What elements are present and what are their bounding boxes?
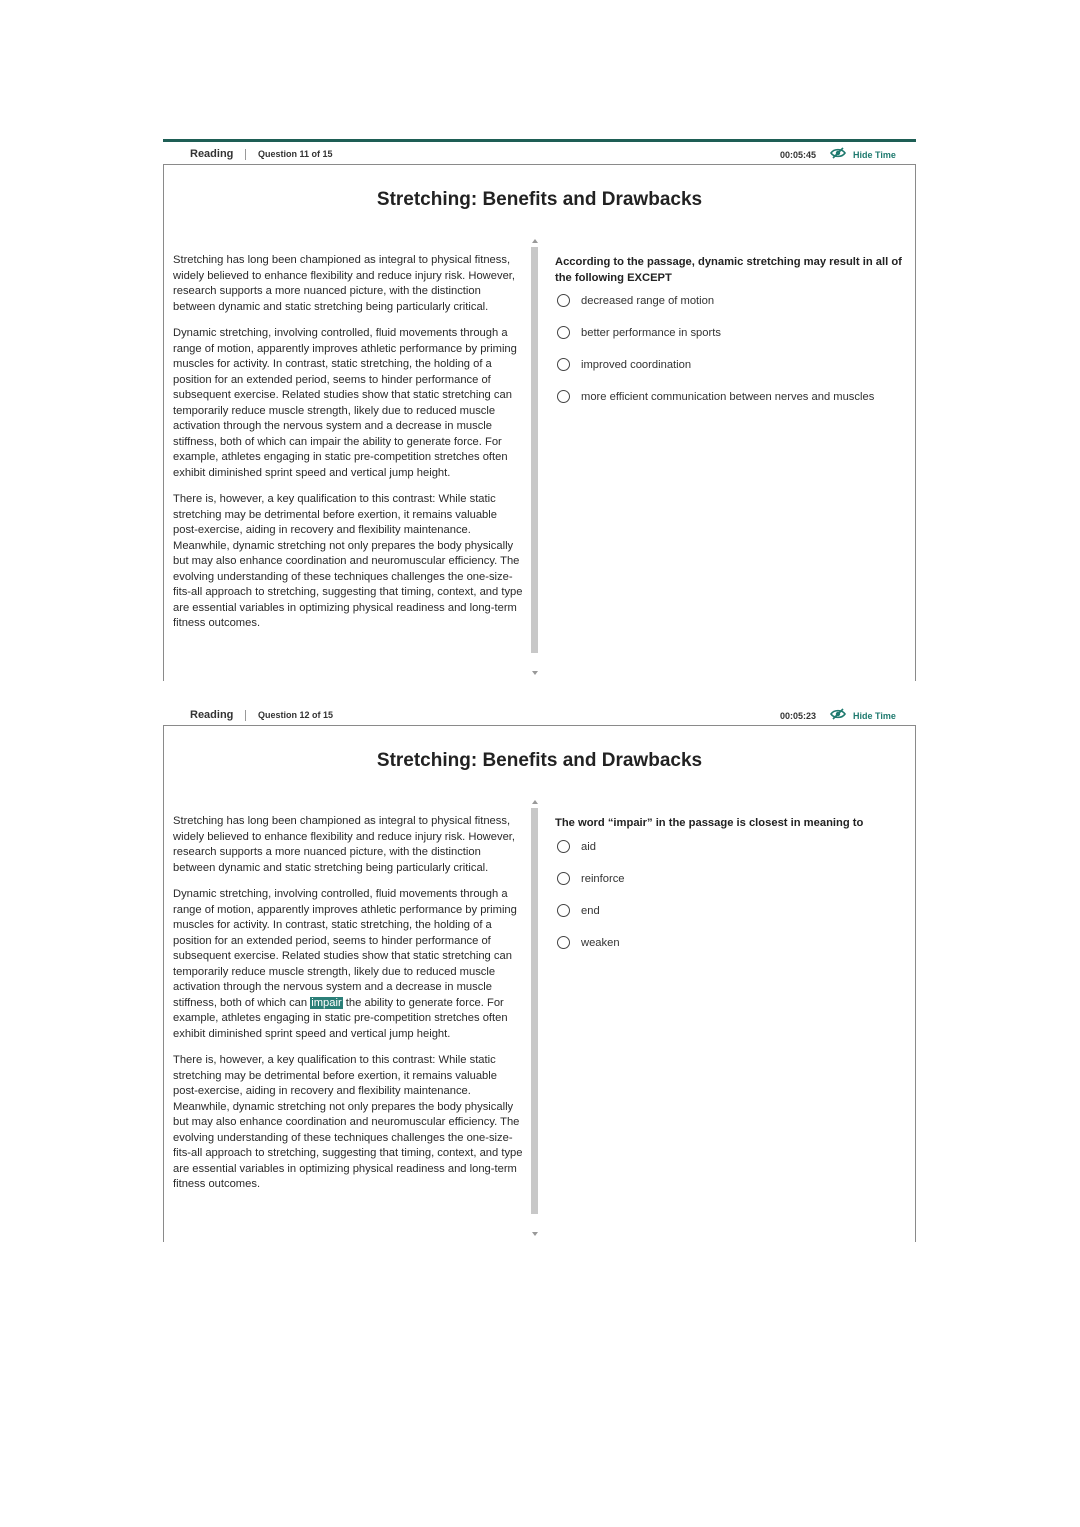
radio-button[interactable] — [557, 326, 570, 339]
passage-paragraph-1: Stretching has long been championed as integral to physical fitness, widely believed to enhance flexibility and reduce injury risk. However, research supports a more nuanced picture, with the distinction between dynamic and static stretching being particularly critical. — [173, 254, 516, 313]
option-label: better performance in sports — [581, 327, 721, 339]
answer-option[interactable] — [555, 840, 905, 856]
radio-button[interactable] — [557, 936, 570, 949]
answer-option[interactable] — [555, 358, 905, 374]
passage-paragraph-2 — [173, 887, 523, 1042]
section-label: Reading — [190, 148, 234, 160]
option-label: improved coordination — [581, 359, 692, 371]
highlighted-word-impair: impair — [311, 996, 342, 1009]
passage-paragraph-3: There is, however, a key qualification to this contrast: While static stretching may be detrimental before exertion, it remains valuable post-exercise, aiding in recovery and flexibility maintenance. Meanwhile, dynamic stretching not only prepares the body physically but may also enhance coordination and neuromuscular efficiency. The evolving understanding of these techniques challenges the one-size-fits-all approach to stretching, suggesting that timing, context, and type are essential variables in optimizing physical readiness and long-term fitness outcomes. — [173, 493, 523, 629]
answer-option[interactable] — [555, 904, 905, 920]
test-screen-question-11 — [163, 139, 916, 681]
option-label: reinforce — [581, 872, 625, 885]
eye-slash-icon[interactable] — [830, 708, 846, 720]
reading-passage — [173, 814, 523, 1204]
radio-button[interactable] — [557, 358, 570, 371]
answer-option[interactable] — [555, 936, 905, 952]
question-area — [555, 255, 905, 422]
option-label: end — [581, 904, 600, 917]
passage-scrollbar[interactable] — [531, 239, 539, 681]
answer-option[interactable] — [555, 326, 905, 342]
header-divider — [245, 149, 246, 160]
radio-button[interactable] — [557, 840, 570, 853]
answer-option[interactable] — [555, 872, 905, 888]
radio-button[interactable] — [557, 390, 570, 403]
question-counter: Question 11 of 15 — [258, 149, 333, 159]
scroll-up-arrow-icon[interactable] — [532, 800, 538, 804]
passage-scrollbar[interactable] — [531, 800, 539, 1242]
option-label: decreased range of motion — [581, 295, 715, 307]
answer-option[interactable] — [555, 390, 905, 406]
radio-button[interactable] — [557, 294, 570, 307]
passage-title: Stretching: Benefits and Drawbacks — [376, 189, 703, 210]
passage-paragraph-2 — [173, 326, 523, 481]
radio-button[interactable] — [557, 904, 570, 917]
content-frame — [163, 726, 916, 1242]
test-screen-question-12 — [163, 700, 916, 1242]
hide-time-button[interactable]: Hide Time — [853, 711, 896, 721]
answer-option[interactable] — [555, 294, 905, 310]
passage-text: Dynamic stretching, involving controlled, fluid movements through a range of motion, apparently improves athletic performance by priming muscles for activity. In contrast, static stretching, the holding of a position for an extended period, seems to hinder performance of subsequent exercise. Related studies show that static stretching can temporarily reduce muscle strength, likely due to reduced muscle activation through the nervous system and a decrease in muscle stiffness, both of which can — [173, 888, 517, 1009]
scroll-up-arrow-icon[interactable] — [532, 239, 538, 243]
radio-button[interactable] — [557, 872, 570, 885]
scroll-down-arrow-icon[interactable] — [532, 1232, 538, 1236]
passage-word-impair: impair — [310, 435, 341, 448]
scroll-down-arrow-icon[interactable] — [532, 671, 538, 675]
passage-text: the ability to generate force. For example, athletes engaging in static pre-competition stretches often exhibit diminished sprint speed and vertical jump height. — [173, 435, 508, 479]
passage-paragraph-3: There is, however, a key qualification to this contrast: While static stretching may be detrimental before exertion, it remains valuable post-exercise, aiding in recovery and flexibility maintenance. Meanwhile, dynamic stretching not only prepares the body physically but may also enhance coordination and neuromuscular efficiency. The evolving understanding of these techniques challenges the one-size-fits-all approach to stretching, suggesting that timing, context, and type are essential variables in optimizing physical readiness and long-term fitness outcomes. — [173, 1054, 523, 1190]
scroll-thumb[interactable] — [531, 247, 538, 653]
passage-paragraph-1: Stretching has long been championed as integral to physical fitness, widely believed to enhance flexibility and reduce injury risk. However, research supports a more nuanced picture, with the distinction between dynamic and static stretching being particularly critical. — [173, 815, 516, 874]
header-divider — [245, 710, 246, 721]
question-prompt: The word “impair” in the passage is closest in meaning to — [555, 817, 864, 829]
content-frame — [163, 165, 916, 681]
test-header — [163, 703, 916, 726]
scroll-thumb[interactable] — [531, 808, 538, 1214]
reading-passage — [173, 253, 523, 643]
timer: 00:05:23 — [780, 711, 817, 721]
option-label: weaken — [581, 936, 620, 949]
hide-time-button[interactable]: Hide Time — [853, 150, 896, 160]
passage-title: Stretching: Benefits and Drawbacks — [376, 750, 703, 771]
question-counter: Question 12 of 15 — [258, 710, 334, 720]
option-label: aid — [581, 840, 596, 853]
question-prompt: According to the passage, dynamic stretching may result in all of the following EXCEPT — [555, 256, 902, 284]
question-area — [555, 816, 905, 968]
section-label: Reading — [190, 709, 234, 721]
eye-slash-icon[interactable] — [830, 147, 846, 159]
timer: 00:05:45 — [780, 150, 817, 160]
test-header — [163, 142, 916, 165]
option-label: more efficient communication between nerves and muscles — [581, 391, 875, 403]
passage-text: Dynamic stretching, involving controlled, fluid movements through a range of motion, apparently improves athletic performance by priming muscles for activity. In contrast, static stretching, the holding of a position for an extended period, seems to hinder performance of subsequent exercise. Related studies show that static stretching can temporarily reduce muscle strength, likely due to reduced muscle activation through the nervous system and a decrease in muscle stiffness, both of which can — [173, 327, 517, 448]
passage-text: the ability to generate force. For example, athletes engaging in static pre-competition stretches often exhibit diminished sprint speed and vertical jump height. — [173, 996, 508, 1040]
